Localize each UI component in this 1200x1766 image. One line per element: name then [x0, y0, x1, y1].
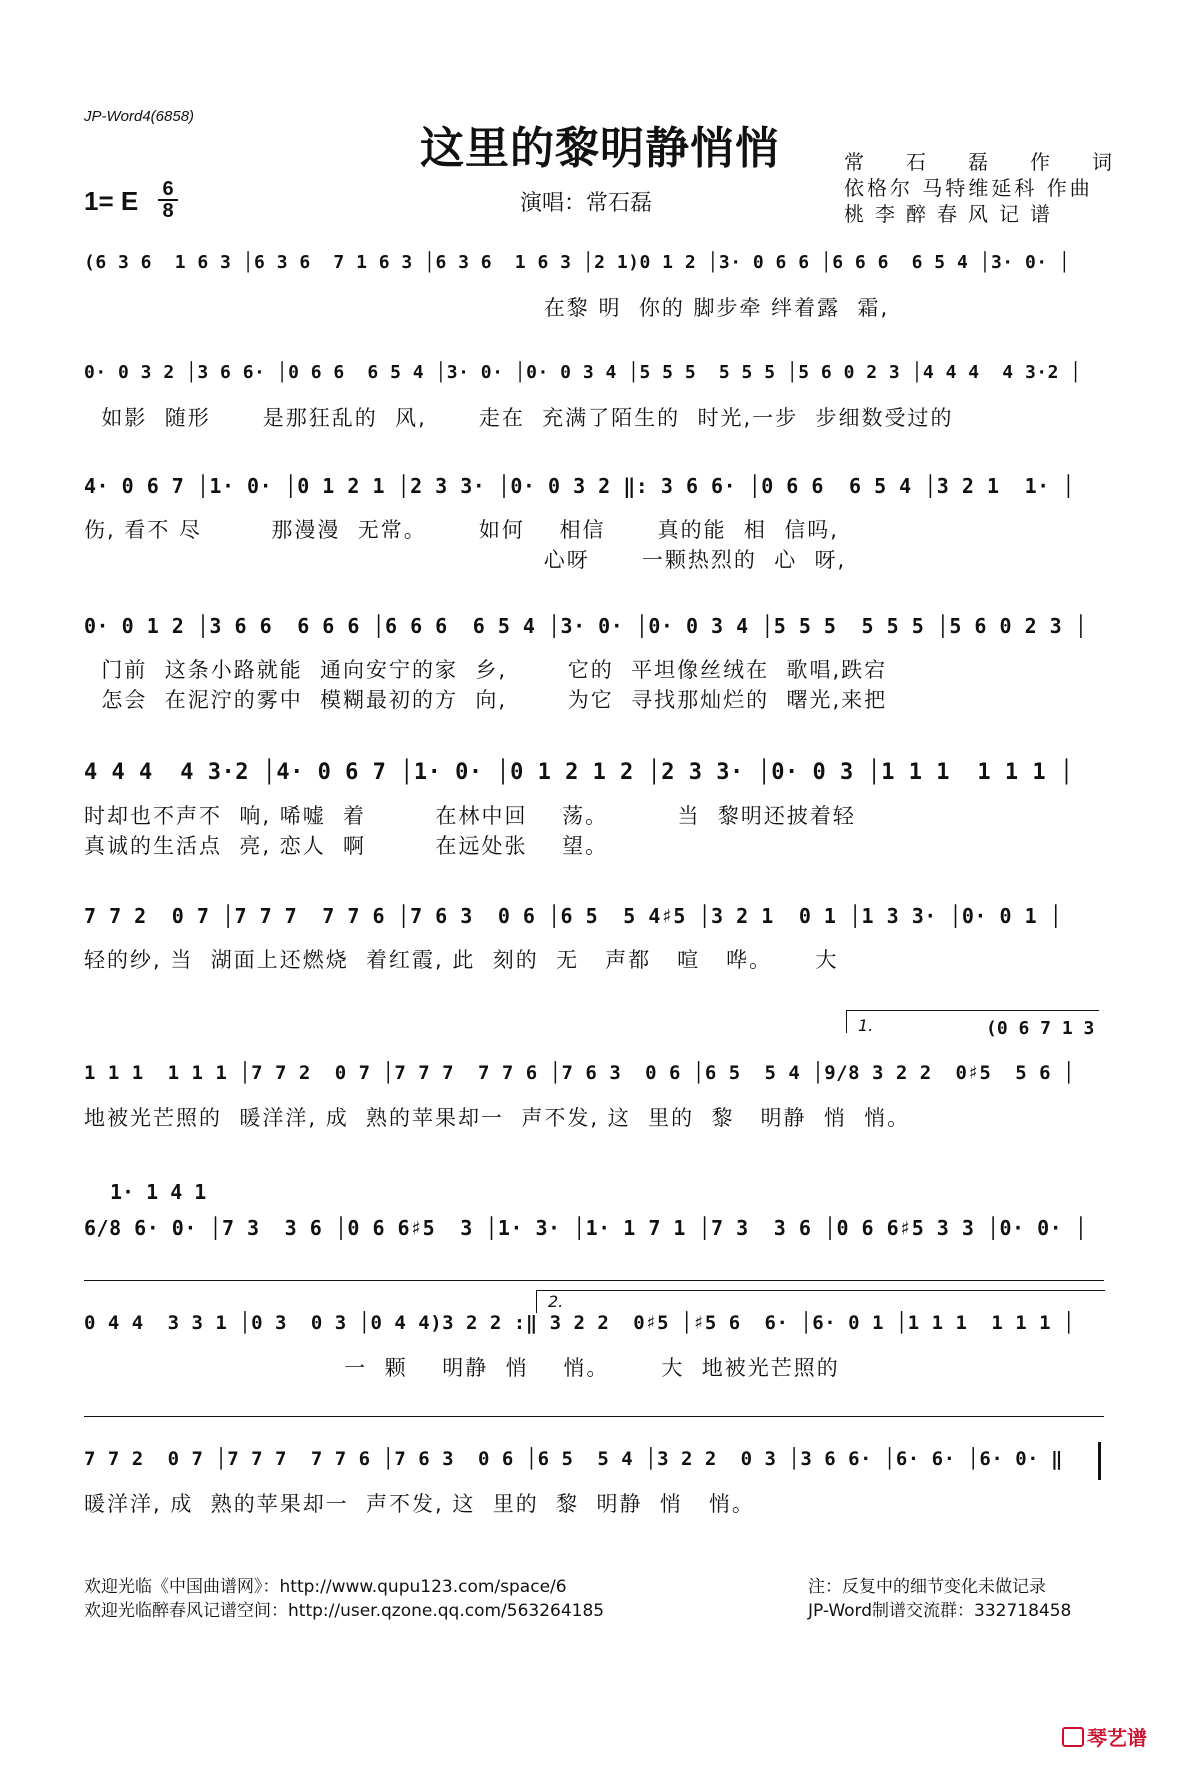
footer-note: 注：反复中的细节变化未做记录: [808, 1577, 1046, 1597]
brand-logo: [1062, 1722, 1147, 1751]
lyric-line-verse-2: 真诚的生活点 亮, 恋人 啊 在远处张 望。: [84, 834, 609, 858]
lyric-line-verse-2: 心呀 一颗热烈的 心 呀,: [84, 548, 847, 572]
recorder-credit: 桃李醉春风记谱: [844, 202, 1061, 226]
volta-2-number: 2.: [548, 1292, 564, 1311]
notation-line: 0· 0 3 2 │3 6 6· │0 6 6 6 5 4 │3· 0· │0· 0 3 4 │5 5 5 5 5 5 │5 6 0 2 3 │4 4 4 4 3·2 │: [84, 362, 1082, 383]
singer-credit: 演唱：常石磊: [520, 191, 653, 216]
footer-site-link[interactable]: 欢迎光临《中国曲谱网》：http://www.qupu123.com/space/6: [84, 1577, 567, 1597]
ossia-notes: 1· 1 4 1: [110, 1180, 207, 1204]
logo-icon: [1062, 1727, 1084, 1747]
software-label: JP-Word4(6858): [84, 108, 195, 125]
notation-line: 4· 0 6 7 │1· 0· │0 1 2 1 │2 3 3· │0· 0 3 2 ‖: 3 6 6· │0 6 6 6 5 4 │3 2 1 1· │: [84, 474, 1075, 498]
key-signature: 1= E: [84, 186, 139, 216]
notation-line: 0· 0 1 2 │3 6 6 6 6 6 │6 6 6 6 5 4 │3· 0· │0· 0 3 4 │5 5 5 5 5 5 │5 6 0 2 3 │: [84, 614, 1088, 638]
time-sig-top: 6: [162, 178, 174, 200]
lyric-line-verse-1: 时却也不声不 响, 唏嘘 着 在林中回 荡。 当 黎明还披着轻: [84, 804, 856, 828]
notation-line: 7 7 2 0 7 │7 7 7 7 7 6 │7 6 3 0 6 │6 5 5 4 │3 2 2 0 3 │3 6 6· │6· 6· │6· 0· ‖: [84, 1448, 1063, 1470]
logo-text: 琴艺谱: [1087, 1726, 1147, 1750]
footer-space-link[interactable]: 欢迎光临醉春风记谱空间：http://user.qzone.qq.com/563264185: [84, 1601, 605, 1621]
volta-2-end-line: [84, 1416, 1104, 1417]
volta-1-extra-notes: (0 6 7 1 3: [986, 1018, 1095, 1039]
lyric-line: 地被光芒照的 暖洋洋, 成 熟的苹果却一 声不发, 这 里的 黎 明静 悄 悄。: [84, 1106, 911, 1130]
volta-1-number: 1.: [858, 1016, 874, 1035]
volta-1-end-line: [84, 1280, 1104, 1281]
notation-line: (6 3 6 1 6 3 │6 3 6 7 1 6 3 │6 3 6 1 6 3 │2 1)0 1 2 │3· 0 6 6 │6 6 6 6 5 4 │3· 0· │: [84, 252, 1071, 273]
notation-line: 7 7 2 0 7 │7 7 7 7 7 6 │7 6 3 0 6 │6 5 5 4♯5 │3 2 1 0 1 │1 3 3· │0· 0 1 │: [84, 904, 1063, 928]
notation-line: 6/8 6· 0· │7 3 3 6 │0 6 6♯5 3 │1· 3· │1· 1 7 1 │7 3 3 6 │0 6 6♯5 3 3 │0· 0· │: [84, 1216, 1088, 1240]
time-sig-bottom: 8: [162, 200, 174, 222]
footer-group: JP-Word制谱交流群：332718458: [808, 1601, 1072, 1621]
lyric-line: 轻的纱, 当 湖面上还燃烧 着红霞, 此 刻的 无 声都 喧 哗。 大: [84, 948, 839, 972]
notation-line: 4 4 4 4 3·2 │4· 0 6 7 │1· 0· │0 1 2 1 2 │2 3 3· │0· 0 3 │1 1 1 1 1 1 │: [84, 760, 1074, 785]
notation-line: 1 1 1 1 1 1 │7 7 2 0 7 │7 7 7 7 7 6 │7 6 3 0 6 │6 5 5 4 │9/8 3 2 2 0♯5 5 6 │: [84, 1062, 1075, 1084]
lyric-line-verse-2: 怎会 在泥泞的雾中 模糊最初的方 向, 为它 寻找那灿烂的 曙光,来把: [84, 688, 888, 712]
time-signature: [158, 180, 178, 220]
lyric-line: 在黎 明 你的 脚步牵 绊着露 霜,: [84, 296, 890, 320]
volta-2-bracket: [536, 1290, 1105, 1313]
page-title: 这里的黎明静悄悄: [420, 123, 780, 174]
notation-line: 0 4 4 3 3 1 │0 3 0 3 │0 4 4)3 2 2 :‖ 3 2 2 0♯5 │♯5 6 6· │6· 0 1 │1 1 1 1 1 1 │: [84, 1312, 1075, 1334]
lyricist-credit: 常石磊作词: [844, 150, 1154, 174]
lyric-line-verse-1: 伤, 看不 尽 那漫漫 无常。 如何 相信 真的能 相 信吗,: [84, 518, 839, 542]
lyric-line-verse-1: 门前 这条小路就能 通向安宁的家 乡, 它的 平坦像丝绒在 歌唱,跌宕: [84, 658, 888, 682]
final-barline: [1098, 1442, 1101, 1480]
lyric-line: 暖洋洋, 成 熟的苹果却一 声不发, 这 里的 黎 明静 悄 悄。: [84, 1492, 755, 1516]
lyric-line: 如影 随形 是那狂乱的 风, 走在 充满了陌生的 时光,一步 步细数受过的: [84, 406, 954, 430]
composer-credit: 依格尔 马特维延科 作曲: [844, 176, 1093, 200]
lyric-line: 一 颗 明静 悄 悄。 大 地被光芒照的: [84, 1356, 840, 1380]
